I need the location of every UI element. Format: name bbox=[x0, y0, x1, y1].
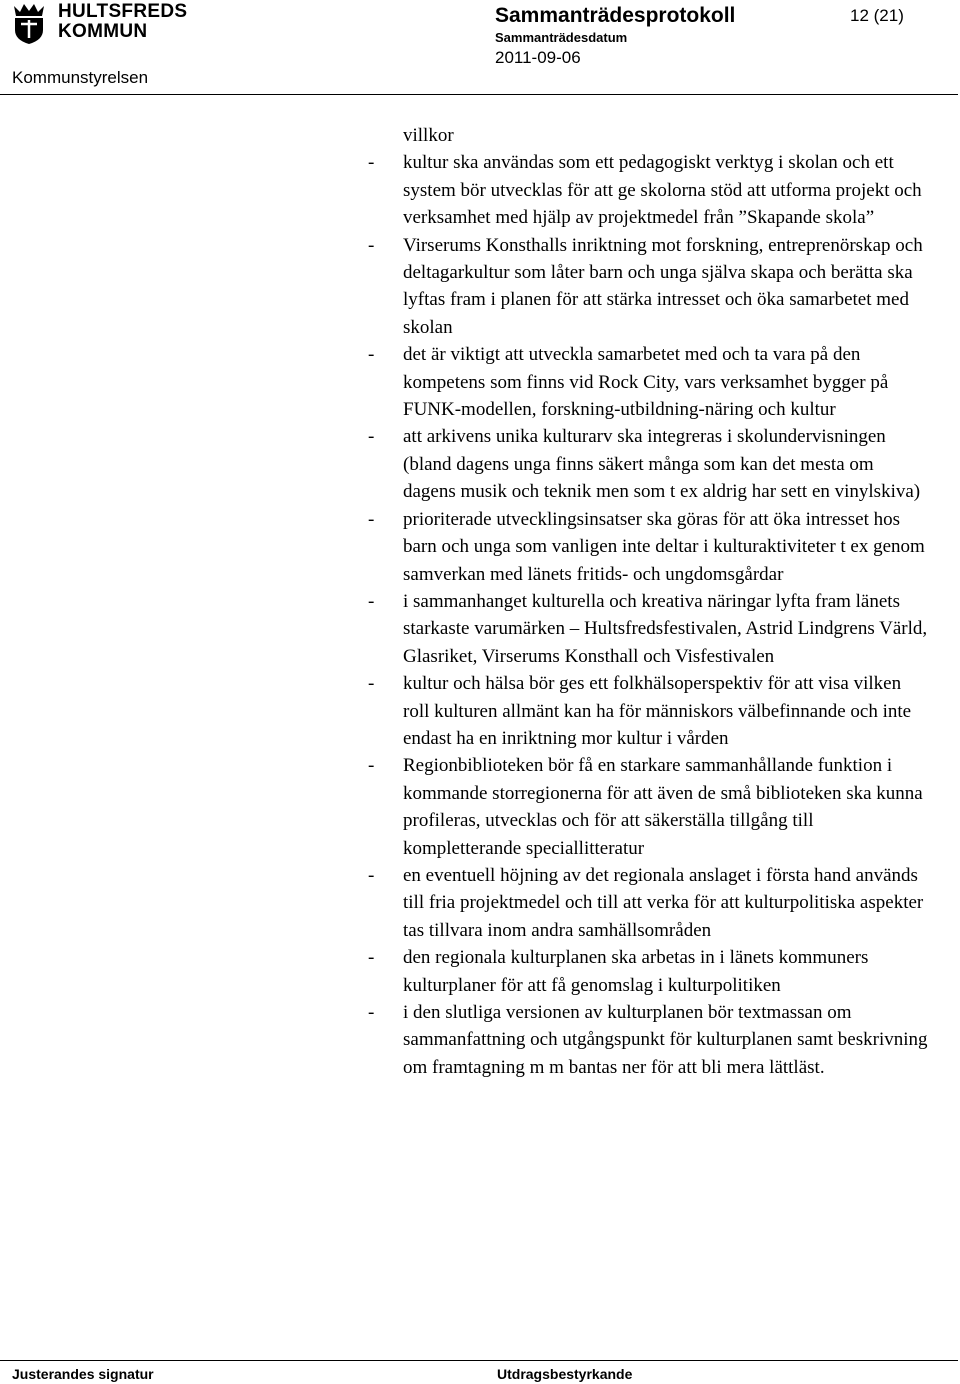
list-item bbox=[368, 999, 928, 1081]
bullet-dash: - bbox=[368, 426, 375, 448]
list-item bbox=[368, 423, 928, 505]
list-item bbox=[368, 588, 928, 670]
bullet-dash: - bbox=[368, 234, 375, 256]
meeting-date-label: Sammanträdesdatum bbox=[495, 30, 628, 45]
organization-name: Kommunstyrelsen bbox=[12, 68, 149, 87]
page-number: 12 (21) bbox=[850, 6, 904, 25]
signature-label: Justerandes signatur bbox=[12, 1366, 154, 1382]
list-item-text: Regionbiblioteken bör få en starkare sammanhållande funktion i kommande storregionerna för att även de små biblioteken ska kunna profileras, utvecklas och för att säkerställa tillgång till kompletterande speciallitteratur bbox=[403, 755, 923, 859]
list-item bbox=[368, 944, 928, 999]
municipality-logo bbox=[12, 1, 188, 46]
list-item-text: i den slutliga versionen av kulturplanen bör textmassan om sammanfattning och utgångspunkt för kulturplanen samt beskrivning om framtagning m m bantas ner för att bli mera lättläst. bbox=[403, 1002, 928, 1078]
bullet-dash: - bbox=[368, 1002, 375, 1023]
list-item bbox=[368, 149, 928, 231]
document-title: Sammanträdesprotokoll bbox=[495, 4, 736, 27]
list-item-text: att arkivens unika kulturarv ska integreras i skolundervisningen (bland dagens unga finns säkert många som kan det mesta om dagens musik och teknik men som t ex aldrig har sett en vinylskiva) bbox=[403, 426, 921, 503]
footer-divider bbox=[0, 1360, 958, 1361]
list-item-text: prioriterade utvecklingsinsatser ska göras för att öka intresset hos barn och unga som vanligen inte deltar i kulturaktiviteter t ex genom samverkan med länets fritids- och ungdomsgårdar bbox=[403, 508, 925, 585]
bullet-dash: - bbox=[368, 508, 375, 530]
header-divider bbox=[0, 94, 958, 95]
list-item bbox=[368, 862, 928, 944]
list-item-text: en eventuell höjning av det regionala anslaget i första hand används till fria projektmedel och till att verka för att kulturpolitiska aspekter tas tillvara inom andra samhällsområden bbox=[403, 864, 924, 941]
list-item-text: det är viktigt att utveckla samarbetet med och ta vara på den kompetens som finns vid Rock City, vars verksamhet bygger på FUNK-modellen, forskning-utbildning-näring och kultur bbox=[403, 344, 889, 421]
bullet-dash: - bbox=[368, 947, 375, 969]
list-item bbox=[368, 752, 928, 862]
list-item-text: Virserums Konsthalls inriktning mot forskning, entreprenörskap och deltagarkultur som låter barn och unga själva skapa och berätta ska lyftas fram i planen för att stärka intresset och öka samarbetet med skolan bbox=[403, 234, 923, 338]
logo-line-1: HULTSFREDS bbox=[58, 1, 188, 22]
bullet-dash: - bbox=[368, 755, 375, 777]
bullet-dash: - bbox=[368, 864, 375, 886]
list-item bbox=[368, 506, 928, 588]
certification-label: Utdragsbestyrkande bbox=[497, 1366, 633, 1382]
intro-text: villkor bbox=[403, 125, 454, 146]
crown-shield-icon bbox=[12, 2, 46, 44]
document-body bbox=[368, 122, 928, 1081]
bullet-dash: - bbox=[368, 673, 375, 695]
list-item bbox=[368, 670, 928, 752]
bullet-list bbox=[368, 149, 928, 1081]
logo-line-2: KOMMUN bbox=[58, 20, 148, 42]
list-item bbox=[368, 232, 928, 342]
list-item-text: kultur ska användas som ett pedagogiskt verktyg i skolan och ett system bör utvecklas för att ge skolorna stöd att utforma projekt och verksamhet med hjälp av projektmedel från ”Skapande skola” bbox=[403, 152, 922, 229]
list-item bbox=[368, 341, 928, 423]
list-item-text: i sammanhanget kulturella och kreativa näringar lyfta fram länets starkaste varumärken – Hultsfredsfestivalen, Astrid Lindgrens Värld, Glasriket, Virserums Konsthall och Visfestivalen bbox=[403, 590, 928, 667]
bullet-dash: - bbox=[368, 152, 375, 174]
logo-text bbox=[58, 2, 187, 41]
bullet-dash: - bbox=[368, 344, 375, 366]
meeting-date: 2011-09-06 bbox=[495, 48, 581, 67]
list-item-text: kultur och hälsa bör ges ett folkhälsoperspektiv för att visa vilken roll kulturen allmänt kan ha för människors välbefinnande och inte endast ha en inriktning mor kultur i vården bbox=[403, 673, 912, 749]
list-item-text: den regionala kulturplanen ska arbetas in i länets kommuners kulturplaner för att få genomslag i kulturpolitiken bbox=[403, 947, 869, 996]
bullet-dash: - bbox=[368, 590, 375, 612]
